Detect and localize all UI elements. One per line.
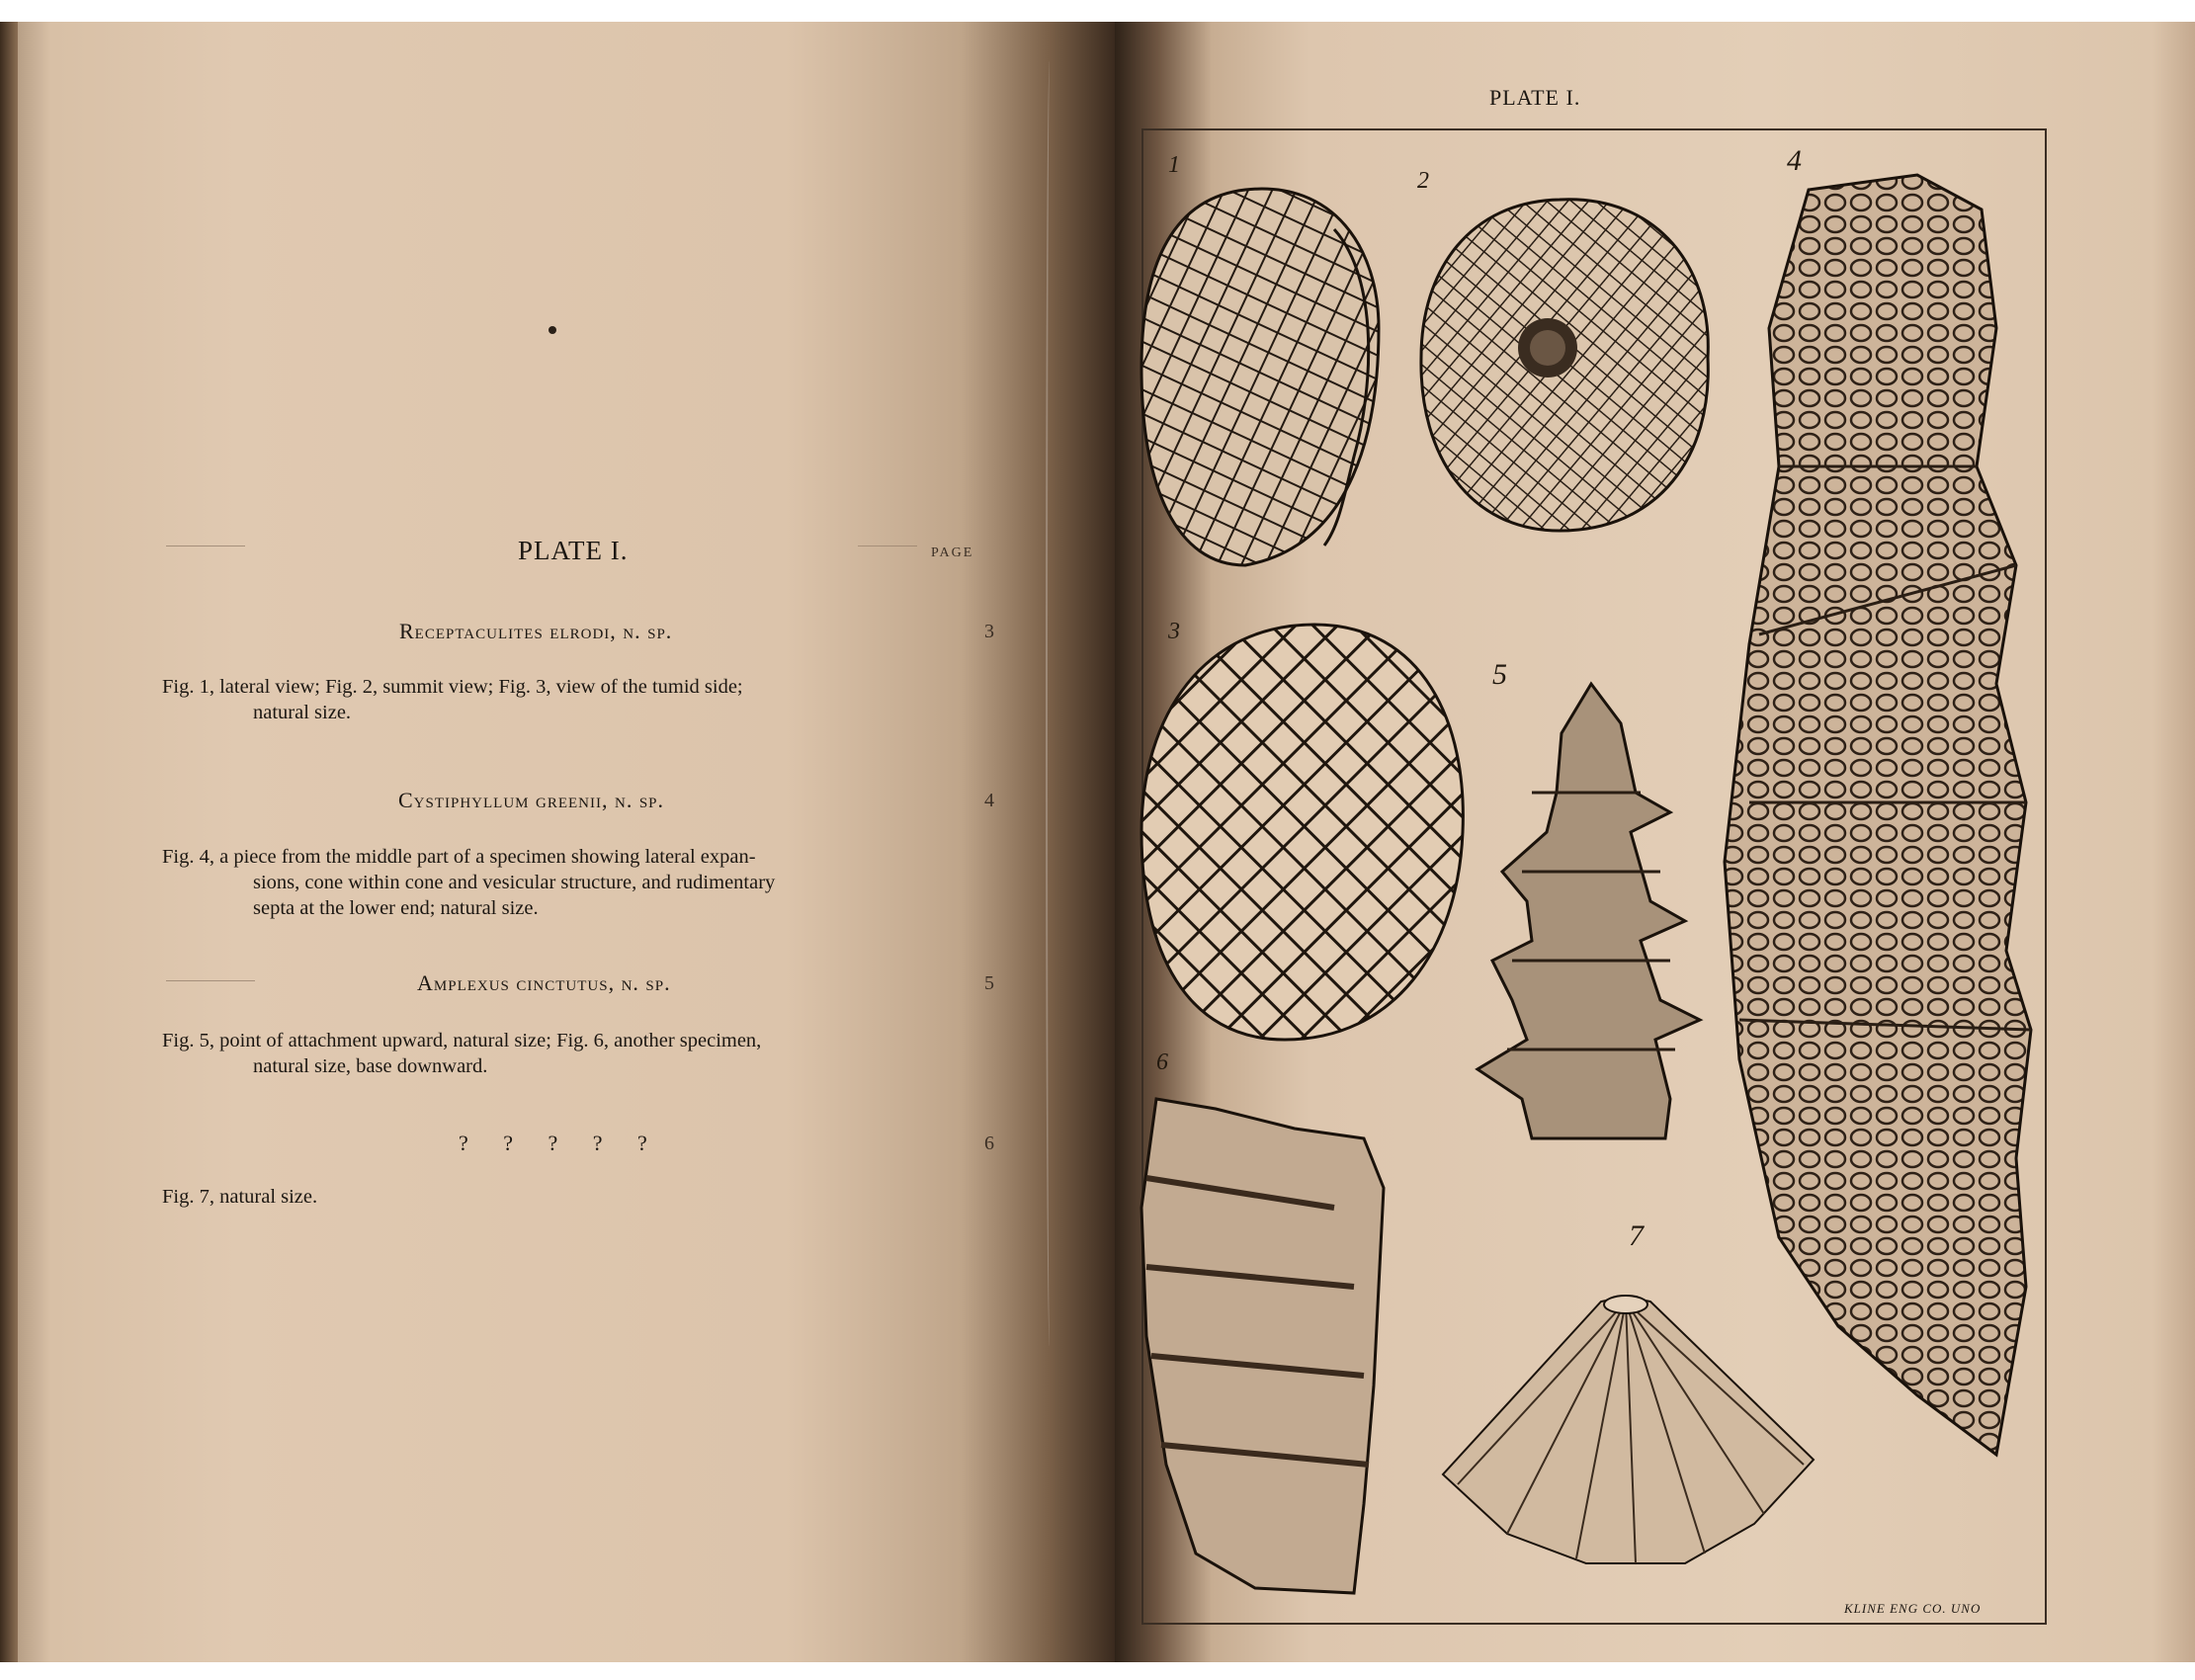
plate-title: PLATE I. xyxy=(518,536,629,565)
figure-number: 7 xyxy=(1629,1219,1644,1252)
figure-1-receptaculites-lateral xyxy=(1137,170,1393,585)
figure-number: 2 xyxy=(1417,168,1429,194)
figure-description-line: Fig. 4, a piece from the middle part of a specimen showing lateral expan- xyxy=(162,846,756,868)
figure-number: 6 xyxy=(1156,1050,1168,1075)
species-heading-unknown: ? ? ? ? ? xyxy=(459,1131,647,1155)
figure-7-unidentified xyxy=(1438,1287,1823,1583)
figure-3-receptaculites-tumid xyxy=(1137,615,1473,1050)
figure-4-cystiphyllum xyxy=(1720,170,2046,1474)
figure-description-line: natural size. xyxy=(253,702,352,723)
figure-5-amplexus xyxy=(1473,674,1710,1148)
open-book xyxy=(0,22,2195,1662)
page-number: 5 xyxy=(984,972,994,994)
faint-rule xyxy=(166,980,255,981)
ink-speck xyxy=(549,326,556,334)
figure-number: 1 xyxy=(1168,152,1180,178)
figure-number: 5 xyxy=(1492,658,1507,691)
left-page xyxy=(18,22,1115,1662)
page-crease xyxy=(1046,61,1054,1346)
figure-description-line: Fig. 5, point of attachment upward, natural size; Fig. 6, another specimen, xyxy=(162,1030,762,1051)
species-heading: Cystiphyllum greenii, n. sp. xyxy=(398,788,665,812)
species-heading: Receptaculites elrodi, n. sp. xyxy=(399,619,673,643)
figure-description-line: sions, cone within cone and vesicular structure, and rudimentary xyxy=(253,872,776,893)
page-column-label: PAGE xyxy=(931,546,974,560)
engraver-credit: KLINE ENG CO. UNO xyxy=(1844,1601,1982,1616)
species-heading: Amplexus cinctutus, n. sp. xyxy=(417,970,671,995)
page-number: 3 xyxy=(984,621,994,642)
figure-description-line: natural size, base downward. xyxy=(253,1055,488,1077)
figure-description-line: Fig. 7, natural size. xyxy=(162,1186,318,1208)
figure-6-amplexus xyxy=(1137,1089,1393,1603)
figure-number: 3 xyxy=(1168,619,1180,644)
figure-description-line: Fig. 1, lateral view; Fig. 2, summit view; Fig. 3, view of the tumid side; xyxy=(162,676,743,698)
page-number: 6 xyxy=(984,1133,994,1154)
page-number: 4 xyxy=(984,790,994,811)
figure-number: 4 xyxy=(1787,144,1802,177)
plate-header: PLATE I. xyxy=(1489,85,1581,110)
figure-description-line: septa at the lower end; natural size. xyxy=(253,897,539,919)
figure-2-receptaculites-summit xyxy=(1411,190,1728,546)
book-cover-edge xyxy=(0,22,18,1662)
